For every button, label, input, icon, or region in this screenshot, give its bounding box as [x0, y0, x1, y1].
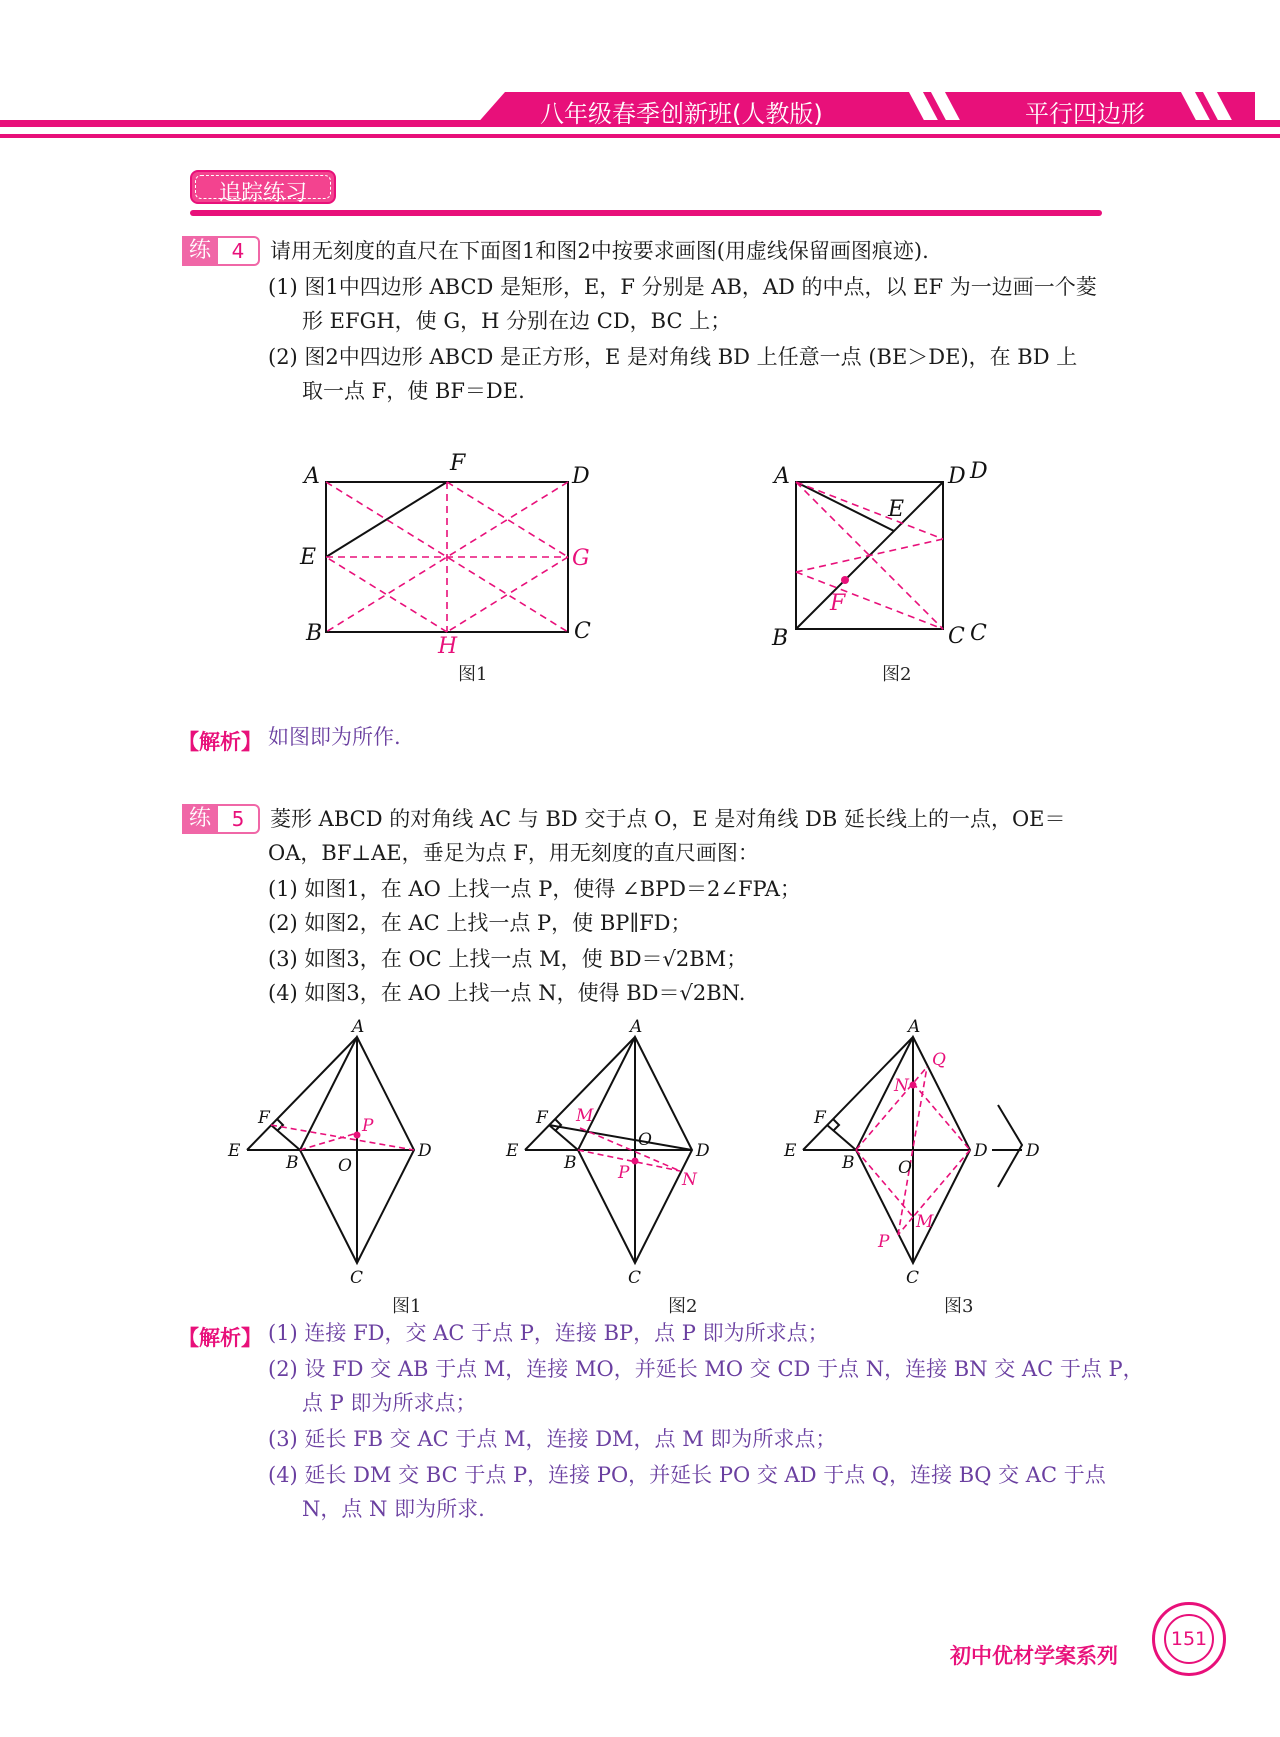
right-angle-mark — [833, 1119, 839, 1131]
exercise-tag: 练 — [182, 804, 218, 834]
dashed-he — [326, 557, 447, 632]
ex4-figure-1-caption: 图1 — [458, 664, 488, 685]
dashed-line — [796, 572, 943, 629]
ex5-question-1: (1) 如图1，在 AO 上找一点 P，使得 ∠BPD＝2∠FPA； — [268, 877, 801, 901]
label-a: A — [908, 1017, 921, 1037]
label-f: F — [536, 1108, 548, 1128]
label-e: E — [228, 1141, 241, 1161]
segment-ae — [796, 482, 894, 531]
label-o: O — [898, 1158, 912, 1178]
point-p-dot — [354, 1132, 361, 1139]
ex5-figure-1 — [222, 1015, 452, 1285]
ex5-question-3: (3) 如图3，在 OC 上找一点 M，使 BD＝√2BM； — [268, 947, 748, 971]
label-c: C — [628, 1268, 642, 1285]
line-ea — [525, 1037, 635, 1150]
ex5-figure-2 — [500, 1015, 730, 1285]
ex5-figure-3-caption: 图3 — [944, 1296, 974, 1317]
ex5-solution-2-line2: 点 P 即为所求点； — [302, 1391, 477, 1415]
label-f: F — [814, 1108, 826, 1128]
right-angle-mark — [555, 1119, 561, 1131]
ex5-solution-3: (3) 延长 FB 交 AC 于点 M，连接 DM，点 M 即为所求点； — [268, 1427, 837, 1451]
label-a: A — [352, 1017, 365, 1037]
ex4-stem: 请用无刻度的直尺在下面图1和图2中按要求画图(用虚线保留画图痕迹). — [270, 239, 929, 263]
label-f: F — [450, 451, 466, 476]
label-m: M — [576, 1106, 594, 1126]
label-d: D — [974, 1141, 988, 1161]
exercise-number: 5 — [218, 804, 260, 834]
dashed-bp — [300, 1133, 357, 1150]
label-e: E — [888, 497, 905, 522]
label-b: B — [306, 621, 323, 646]
segment-bf — [827, 1125, 856, 1150]
header-rule-thin — [0, 134, 1280, 138]
header-topic: 平行四边形 — [1025, 100, 1145, 128]
label-h: H — [438, 634, 458, 659]
ex5-stem-line2: OA，BF⊥AE，垂足为点 F，用无刻度的直尺画图： — [268, 841, 759, 865]
ex4-part1-line1: (1) 图1中四边形 ABCD 是矩形，E，F 分别是 AB，AD 的中点，以 EF 为一边画一个菱 — [268, 275, 1097, 299]
ex4-solution-label: 【解析】 — [178, 730, 262, 754]
label-b: B — [564, 1153, 577, 1173]
ex4-figure-1 — [290, 440, 620, 690]
label-e: E — [300, 545, 317, 570]
ex5-solution-label: 【解析】 — [178, 1326, 262, 1350]
ex4-solution: 如图即为所作. — [268, 725, 401, 749]
label-a: A — [304, 464, 320, 489]
label-c: C — [574, 619, 591, 644]
ex5-solution-1: (1) 连接 FD，交 AC 于点 P，连接 BP，点 P 即为所求点； — [268, 1321, 829, 1345]
ex5-solution-4-line1: (4) 延长 DM 交 BC 于点 P，连接 PO，并延长 PO 交 AD 于点 Q，连接 BQ 交 AC 于点 — [268, 1463, 1106, 1487]
label-c: C — [350, 1268, 364, 1285]
dashed-line — [796, 482, 943, 539]
ex4-part2-line1: (2) 图2中四边形 ABCD 是正方形，E 是对角线 BD 上任意一点 (BE＞DE)，在 BD 上 — [268, 345, 1078, 369]
label-p: P — [878, 1232, 890, 1252]
label-e: E — [784, 1141, 797, 1161]
ex4-part2-line2: 取一点 F，使 BF＝DE. — [302, 379, 525, 403]
ex5-question-2: (2) 如图2，在 AC 上找一点 P，使 BP∥FD； — [268, 911, 692, 935]
line-ea — [247, 1037, 357, 1150]
point-n-dot — [910, 1082, 917, 1089]
right-angle-mark — [277, 1119, 283, 1131]
label-d: D — [418, 1141, 432, 1161]
label-d: D — [696, 1141, 710, 1161]
label-q: Q — [932, 1050, 946, 1070]
ex4-part1-line2: 形 EFGH，使 G，H 分别在边 CD，BC 上； — [302, 309, 732, 333]
label-m: M — [916, 1212, 934, 1232]
ex5-figure-3 — [778, 1015, 1078, 1285]
exercise-number: 4 — [218, 236, 260, 266]
ex5-question-4: (4) 如图3，在 AO 上找一点 N，使得 BD＝√2BN. — [268, 981, 746, 1005]
ex4-figure-2 — [760, 440, 1020, 680]
label-o: O — [338, 1156, 352, 1176]
label-p: P — [362, 1116, 374, 1136]
label-f: F — [258, 1108, 270, 1128]
label-a: A — [774, 464, 790, 489]
label-f: F — [830, 591, 846, 616]
section-tag — [190, 170, 336, 204]
label-g: G — [572, 546, 590, 571]
label-d-duplicate: D — [970, 459, 988, 484]
exercise-tag: 练 — [182, 236, 218, 266]
ex5-stem-line1: 菱形 ABCD 的对角线 AC 与 BD 交于点 O，E 是对角线 DB 延长线上的一点，OE＝ — [270, 807, 1066, 831]
label-p: P — [618, 1163, 630, 1183]
section-rule — [190, 210, 1102, 216]
label-n: N — [894, 1076, 909, 1096]
label-o: O — [638, 1130, 652, 1150]
point-f-dot — [841, 576, 849, 584]
dashed-gh — [447, 557, 568, 632]
label-c-duplicate: C — [970, 621, 987, 646]
point-p-dot — [632, 1158, 639, 1165]
ex4-figure-2-caption: 图2 — [882, 664, 912, 685]
header-title: 八年级春季创新班(人教版) — [540, 100, 823, 128]
bracket-mark — [998, 1105, 1022, 1187]
label-b: B — [286, 1153, 299, 1173]
label-d: D — [572, 464, 590, 489]
page-number: 151 — [1164, 1614, 1214, 1664]
section-label: 追踪练习 — [218, 181, 307, 206]
label-d: D — [948, 464, 966, 489]
label-d-duplicate: D — [1026, 1141, 1040, 1161]
ex5-figure-2-caption: 图2 — [668, 1296, 698, 1317]
ex5-solution-4-line2: N，点 N 即为所求. — [302, 1497, 485, 1521]
exercise-5-label — [182, 804, 260, 834]
ex5-solution-2-line1: (2) 设 FD 交 AB 于点 M，连接 MO，并延长 MO 交 CD 于点 N，连接 BN 交 AC 于点 P， — [268, 1357, 1144, 1381]
label-a: A — [630, 1017, 643, 1037]
label-e: E — [506, 1141, 519, 1161]
label-b: B — [842, 1153, 855, 1173]
label-b: B — [772, 626, 789, 651]
series-name: 初中优材学案系列 — [950, 1644, 1118, 1668]
label-c: C — [948, 624, 965, 649]
ex5-figure-1-caption: 图1 — [392, 1296, 422, 1317]
label-c: C — [906, 1268, 920, 1285]
label-n: N — [682, 1170, 697, 1190]
dashed-line — [796, 539, 943, 572]
exercise-4-label — [182, 236, 260, 266]
